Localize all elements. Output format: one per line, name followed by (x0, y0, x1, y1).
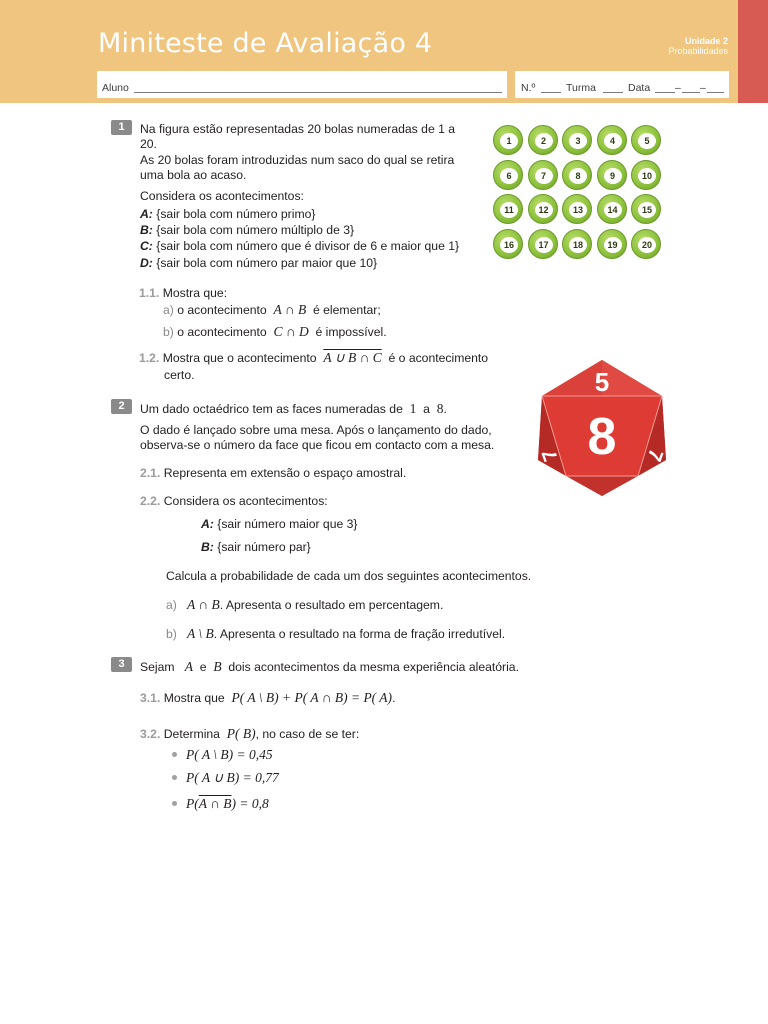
ball-number: 8 (569, 168, 587, 184)
numbered-ball (562, 229, 592, 259)
numbered-ball (493, 229, 523, 259)
math-overline: A ∩ B (198, 796, 232, 811)
ball-number: 17 (535, 237, 553, 253)
numbered-ball (631, 125, 661, 155)
q2-text: O dado é lançado sobre uma mesa. Após o lançamento do dado, (140, 423, 492, 437)
die-face-top-left (542, 360, 602, 396)
math-expression: P( A ∪ B) = 0,77 (186, 770, 279, 785)
bullet-icon (172, 752, 177, 757)
q1-event-c (140, 239, 459, 255)
q2-line: Um dado octaédrico tem as faces numeradas de (140, 402, 403, 416)
q3-word: dois acontecimentos da mesma experiência aleatória. (228, 660, 519, 674)
numbered-ball (493, 194, 523, 224)
numbered-ball (493, 125, 523, 155)
number-label: N.º (521, 82, 536, 94)
unit-label (668, 36, 728, 56)
math-number: 1 (409, 401, 417, 416)
subquestion-2-2 (140, 494, 328, 510)
numbered-ball (562, 194, 592, 224)
date-label: Data (628, 82, 651, 94)
q2-event-b (201, 540, 311, 556)
numbered-ball (597, 160, 627, 190)
math-number: 8 (436, 401, 444, 416)
sub-text: o acontecimento (177, 325, 267, 339)
ball-number: 6 (500, 168, 518, 184)
subquestion-1-2 (139, 350, 488, 367)
q3-word: Sejam (140, 660, 175, 674)
event-label: A: (201, 517, 214, 531)
q1-text: uma bola ao acaso. (140, 168, 247, 182)
sub-text: Determina (163, 727, 220, 741)
subquestion-3-2 (140, 726, 359, 743)
q1-event-a (140, 207, 315, 223)
sub-text: . Apresenta o resultado em percentagem. (219, 598, 444, 612)
numbered-ball (631, 194, 661, 224)
subquestion-2-1 (140, 466, 406, 482)
q1-text: As 20 bolas foram introduzidas num saco do qual se retira (140, 153, 455, 167)
sub-number: 2.2. (140, 494, 161, 508)
event-text: {sair número par} (213, 540, 311, 554)
event-text: {sair bola com número múltiplo de 3} (152, 223, 355, 237)
question-number: 1 (111, 120, 132, 135)
event-text: {sair bola com número primo} (152, 207, 316, 221)
number-line (541, 92, 561, 93)
ball-number: 13 (569, 202, 587, 218)
numbered-ball (562, 125, 592, 155)
event-label: B: (201, 540, 214, 554)
subquestion-1-1 (139, 286, 227, 302)
math-expression: P( A \ B) = 0,45 (186, 747, 273, 762)
event-label: D: (140, 256, 153, 270)
math-var: B (213, 659, 222, 674)
student-name-line (134, 92, 502, 93)
die-left-number: 7 (538, 446, 563, 465)
q3-condition (186, 770, 279, 787)
class-label: Turma (566, 82, 596, 94)
event-label: B: (140, 223, 153, 237)
math-expression: A ∩ B (273, 302, 307, 317)
die-face-bottom (566, 476, 638, 496)
numbered-ball (528, 160, 558, 190)
q2-text (140, 401, 447, 418)
die-center-number: 8 (587, 408, 617, 466)
q2-text: observa-se o número da face que ficou em contacto com a mesa. (140, 438, 495, 452)
q2-calc: Calcula a probabilidade de cada um dos seguintes acontecimentos. (166, 569, 532, 583)
q3-text (140, 659, 519, 676)
unit-number: Unidade 2 (684, 36, 728, 46)
date-month-line (682, 92, 700, 93)
math-expression: P( A \ B) + P( A ∩ B) = P( A) (231, 690, 393, 705)
sub-number: 1.2. (139, 351, 160, 365)
q1-text: Na figura estão representadas 20 bolas numeradas de 1 a (140, 122, 456, 136)
event-text: {sair número maior que 3} (213, 517, 358, 531)
sub-number: 1.1. (139, 286, 160, 300)
unit-color-strip (738, 0, 768, 103)
die-top-number: 5 (594, 367, 610, 397)
q3-condition (186, 747, 273, 764)
q3-word: e (199, 660, 207, 674)
sub-text: é impossível. (315, 325, 387, 339)
subquestion-1-2-cont: certo. (164, 368, 195, 382)
octahedral-die-figure (536, 358, 668, 498)
numbered-ball (528, 194, 558, 224)
question-number: 2 (111, 399, 132, 414)
sub-number: 2.1. (140, 466, 161, 480)
sub-text: . Apresenta o resultado na forma de fração irredutível. (213, 627, 506, 641)
date-sep: – (675, 82, 681, 94)
question-number: 3 (111, 657, 132, 672)
numbered-ball (528, 125, 558, 155)
q2-event-a (201, 517, 358, 533)
page-title: Miniteste de Avaliação 4 (98, 28, 433, 59)
event-label: C: (140, 239, 153, 253)
numbered-ball (597, 229, 627, 259)
sub-text: Mostra que: (162, 286, 228, 300)
event-text: {sair bola com número que é divisor de 6 e maior que 1} (152, 239, 460, 253)
numbered-ball (528, 229, 558, 259)
date-sep: – (700, 82, 706, 94)
q1-event-d (140, 256, 377, 272)
subquestion-2-2-b (166, 626, 505, 643)
sub-text: é o acontecimento (388, 351, 489, 365)
sub-letter: b) (166, 627, 177, 641)
sub-text: Mostra que (163, 691, 225, 705)
date-year-line (707, 92, 724, 93)
q1-event-b (140, 223, 354, 239)
subquestion-1-1-b (163, 324, 387, 341)
sub-number: 3.1. (140, 691, 161, 705)
math-expression: A ∪ B ∩ C (323, 350, 382, 365)
q1-text: 20. (140, 137, 157, 151)
class-line (603, 92, 623, 93)
sub-text: o acontecimento (177, 303, 267, 317)
q2-line: . (443, 402, 447, 416)
subquestion-1-1-a (163, 302, 381, 319)
ball-number: 1 (500, 133, 518, 149)
math-part: P( (186, 796, 199, 811)
numbered-ball (631, 229, 661, 259)
sub-text: Representa em extensão o espaço amostral. (163, 466, 407, 480)
math-expression: C ∩ D (273, 324, 309, 339)
subquestion-3-1 (140, 690, 395, 707)
ball-number: 19 (604, 237, 622, 253)
bullet-icon (172, 775, 177, 780)
sub-number: 3.2. (140, 727, 161, 741)
q1-consider: Considera os acontecimentos: (140, 189, 304, 203)
ball-number: 4 (604, 133, 622, 149)
ball-number: 5 (638, 133, 656, 149)
sub-text: Mostra que o acontecimento (162, 351, 317, 365)
ball-number: 15 (638, 202, 656, 218)
unit-topic: Probabilidades (668, 46, 728, 56)
numbered-ball (562, 160, 592, 190)
ball-number: 9 (604, 168, 622, 184)
student-label: Aluno (102, 82, 129, 94)
student-name-field[interactable] (97, 71, 507, 98)
ball-number: 3 (569, 133, 587, 149)
numbered-ball (597, 125, 627, 155)
event-label: A: (140, 207, 153, 221)
ball-number: 11 (500, 202, 518, 218)
ball-number: 18 (569, 237, 587, 253)
sub-letter: a) (166, 598, 177, 612)
numbered-ball (493, 160, 523, 190)
sub-text: é elementar; (312, 303, 381, 317)
subquestion-2-2-a (166, 597, 443, 614)
ball-number: 10 (638, 168, 656, 184)
sub-text: Considera os acontecimentos: (163, 494, 328, 508)
ball-number: 12 (535, 202, 553, 218)
math-expression: A ∩ B (187, 597, 220, 612)
q3-condition (186, 796, 269, 813)
sub-text: , no caso de se ter: (255, 727, 360, 741)
q2-line: a (423, 402, 430, 416)
numbered-ball (597, 194, 627, 224)
sub-letter: a) (163, 303, 174, 317)
math-var: A (184, 659, 193, 674)
ball-number: 2 (535, 133, 553, 149)
ball-number: 7 (535, 168, 553, 184)
date-day-line (655, 92, 675, 93)
sub-text: . (392, 691, 396, 705)
bullet-icon (172, 801, 177, 806)
math-expression: P( B) (226, 726, 256, 741)
die-right-number: 7 (642, 446, 667, 465)
ball-number: 20 (638, 237, 656, 253)
math-part: ) = 0,8 (231, 796, 269, 811)
ball-number: 16 (500, 237, 518, 253)
math-expression: A \ B (187, 626, 214, 641)
sub-letter: b) (163, 325, 174, 339)
event-text: {sair bola com número par maior que 10} (152, 256, 378, 270)
ball-number: 14 (604, 202, 622, 218)
numbered-ball (631, 160, 661, 190)
student-info-field[interactable] (515, 71, 729, 98)
